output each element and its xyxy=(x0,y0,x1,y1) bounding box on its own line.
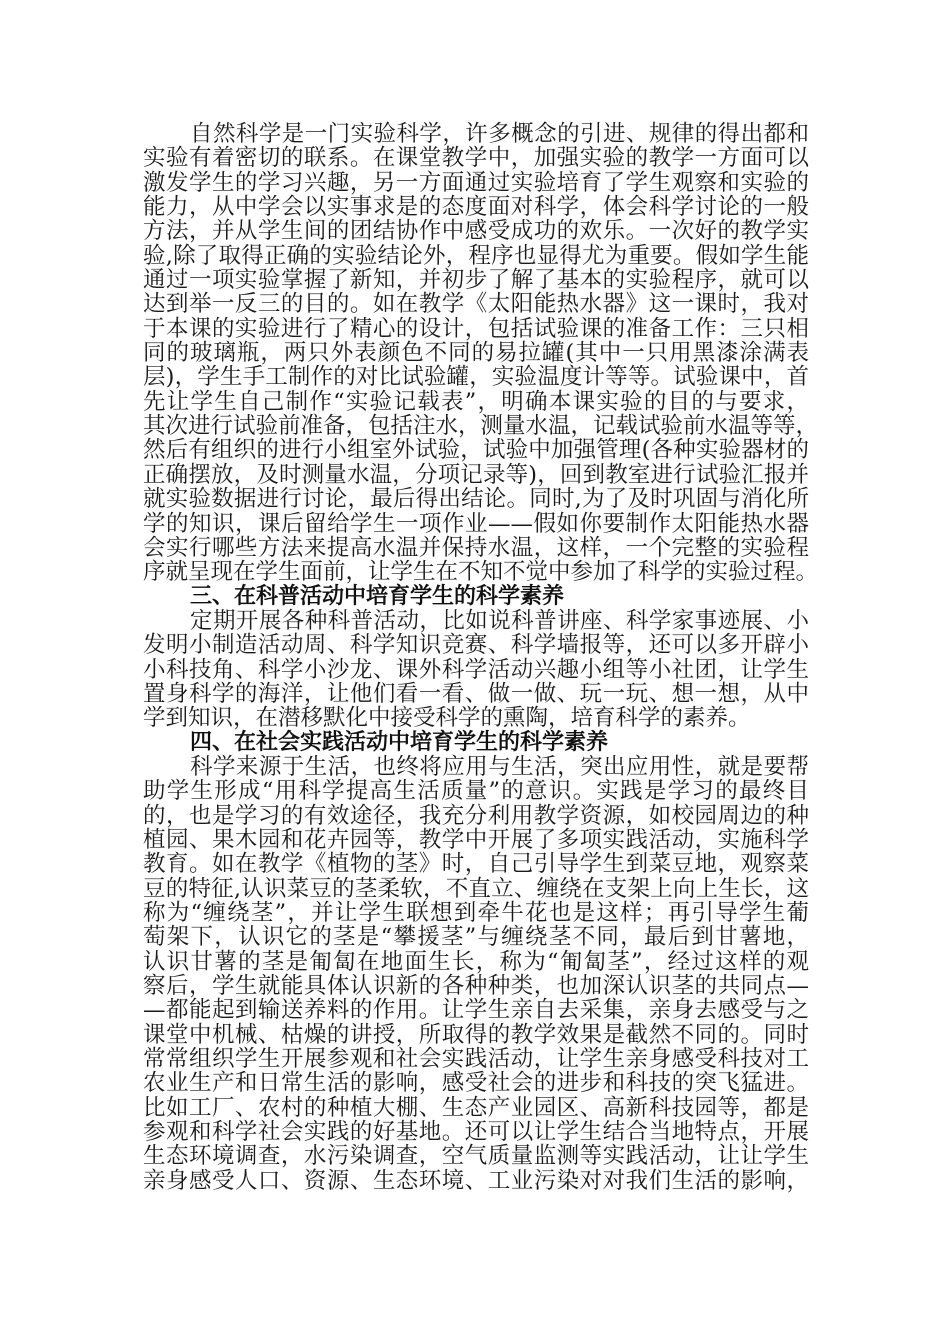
text-line: 其次进行试验前准备，包括注水，测量水温，记载试验前水温等等， xyxy=(143,413,819,440)
text-line: 能力，从中学会以实事求是的态度面对科学，体会科学讨论的一般 xyxy=(143,194,809,221)
text-line: 正确摆放，及时测量水温，分项记录等)，回到教室进行试验汇报并 xyxy=(143,461,809,488)
text-line: 常常组织学生开展参观和社会实践活动，让学生亲身感受科技对工 xyxy=(143,1046,809,1073)
text-line: 科学来源于生活，也终将应用与生活，突出应用性，就是要帮 xyxy=(190,753,809,780)
paragraph-science-activities xyxy=(143,609,809,731)
text-line: 教育。如在教学《植物的茎》时，自己引导学生到菜豆地，观察菜 xyxy=(143,851,809,878)
paragraph-social-practice xyxy=(143,755,809,1193)
text-line: 助学生形成“用科学提高生活质量”的意识。实践是学习的最终目 xyxy=(143,778,809,805)
text-line: 比如工厂、农村的种植大棚、生态产业园区、高新科技园等，都是 xyxy=(143,1094,809,1121)
text-line: 察后，学生就能具体认识新的各种种类，也加深认识茎的共同点— xyxy=(143,973,809,1000)
text-line: 验,除了取得正确的实验结论外，程序也显得尤为重要。假如学生能 xyxy=(143,242,809,269)
text-line: 小科技角、科学小沙龙、课外科学活动兴趣小组等小社团，让学生 xyxy=(143,656,809,683)
text-line: 置身科学的海洋，让他们看一看、做一做、玩一玩、想一想，从中 xyxy=(143,680,809,707)
text-line: 同的玻璃瓶，两只外表颜色不同的易拉罐(其中一只用黑漆涂满表 xyxy=(143,340,809,367)
text-line: —都能起到输送养料的作用。让学生亲自去采集，亲身去感受与之 xyxy=(143,997,809,1024)
text-line: 定期开展各种科普活动，比如说科普讲座、科学家事迹展、小 xyxy=(190,607,809,634)
paragraph-experiment-teaching xyxy=(143,121,819,586)
text-line: 参观和科学社会实践的好基地。还可以让学生结合当地特点，开展 xyxy=(143,1119,809,1146)
text-line: 序就呈现在学生面前，让学生在不知不觉中参加了科学的实验过程。 xyxy=(143,559,819,586)
text-line: 然后有组织的进行小组室外试验，试验中加强管理(各种实验器材的 xyxy=(143,437,809,464)
text-line: 激发学生的学习兴趣，另一方面通过实验培育了学生观察和实验的 xyxy=(143,169,809,196)
text-line: 学到知识，在潜移默化中接受科学的熏陶，培育科学的素养。 xyxy=(143,705,751,732)
text-line: 的，也是学习的有效途径，我充分利用教学资源，如校园周边的种 xyxy=(143,802,809,829)
text-line: 就实验数据进行讨论，最后得出结论。同时,为了及时巩固与消化所 xyxy=(143,486,809,513)
text-line: 层)，学生手工制作的对比试验罐，实验温度计等等。试验课中，首 xyxy=(143,364,809,391)
text-line: 通过一项实验掌握了新知，并初步了解了基本的实验程序，就可以 xyxy=(143,267,809,294)
text-line: 萄架下，认识它的茎是“攀援茎”与缠绕茎不同，最后到甘薯地， xyxy=(143,924,809,951)
text-line: 植园、果木园和花卉园等，教学中开展了多项实践活动，实施科学 xyxy=(143,826,809,853)
text-line: 豆的特征,认识菜豆的茎柔软，不直立、缠绕在支架上向上生长，这 xyxy=(143,875,809,902)
text-line: 实验有着密切的联系。在课堂教学中，加强实验的教学一方面可以 xyxy=(143,145,809,172)
section-heading-4: 四、在社会实践活动中培育学生的科学素养 xyxy=(190,729,609,755)
text-line: 生态环境调查，水污染调查，空气质量监测等实践活动，让让学生 xyxy=(143,1143,809,1170)
text-line: 课堂中机械、枯燥的讲授，所取得的教学效果是截然不同的。同时 xyxy=(143,1021,809,1048)
text-line: 方法，并从学生间的团结协作中感受成功的欢乐。一次好的教学实 xyxy=(143,218,809,245)
text-line: 于本课的实验进行了精心的设计，包括试验课的准备工作：三只相 xyxy=(143,315,809,342)
text-line: 认识甘薯的茎是匍匐在地面生长，称为“匍匐茎”，经过这样的观 xyxy=(143,948,809,975)
text-line: 农业生产和日常生活的影响，感受社会的进步和科技的突飞猛进。 xyxy=(143,1070,809,1097)
text-line: 学的知识，课后留给学生一项作业——假如你要制作太阳能热水器 xyxy=(143,510,809,537)
text-line: 发明小制造活动周、科学知识竞赛、科学墙报等，还可以多开辟小 xyxy=(143,632,809,659)
section-heading-3: 三、在科普活动中培育学生的科学素养 xyxy=(190,583,565,609)
text-line: 达到举一反三的目的。如在教学《太阳能热水器》这一课时，我对 xyxy=(143,291,809,318)
text-line: 自然科学是一门实验科学，许多概念的引进、规律的得出都和 xyxy=(190,121,809,147)
text-line: 称为“缠绕茎”，并让学生联想到牵牛花也是这样；再引导学生葡 xyxy=(143,900,809,926)
text-line: 会实行哪些方法来提高水温并保持水温，这样，一个完整的实验程 xyxy=(143,534,809,561)
text-line: 先让学生自己制作“实验记载表”，明确本课实验的目的与要求， xyxy=(143,388,809,415)
text-line: 亲身感受人口、资源、生态环境、工业污染对对我们生活的影响， xyxy=(143,1167,809,1194)
document-page xyxy=(143,121,819,1194)
